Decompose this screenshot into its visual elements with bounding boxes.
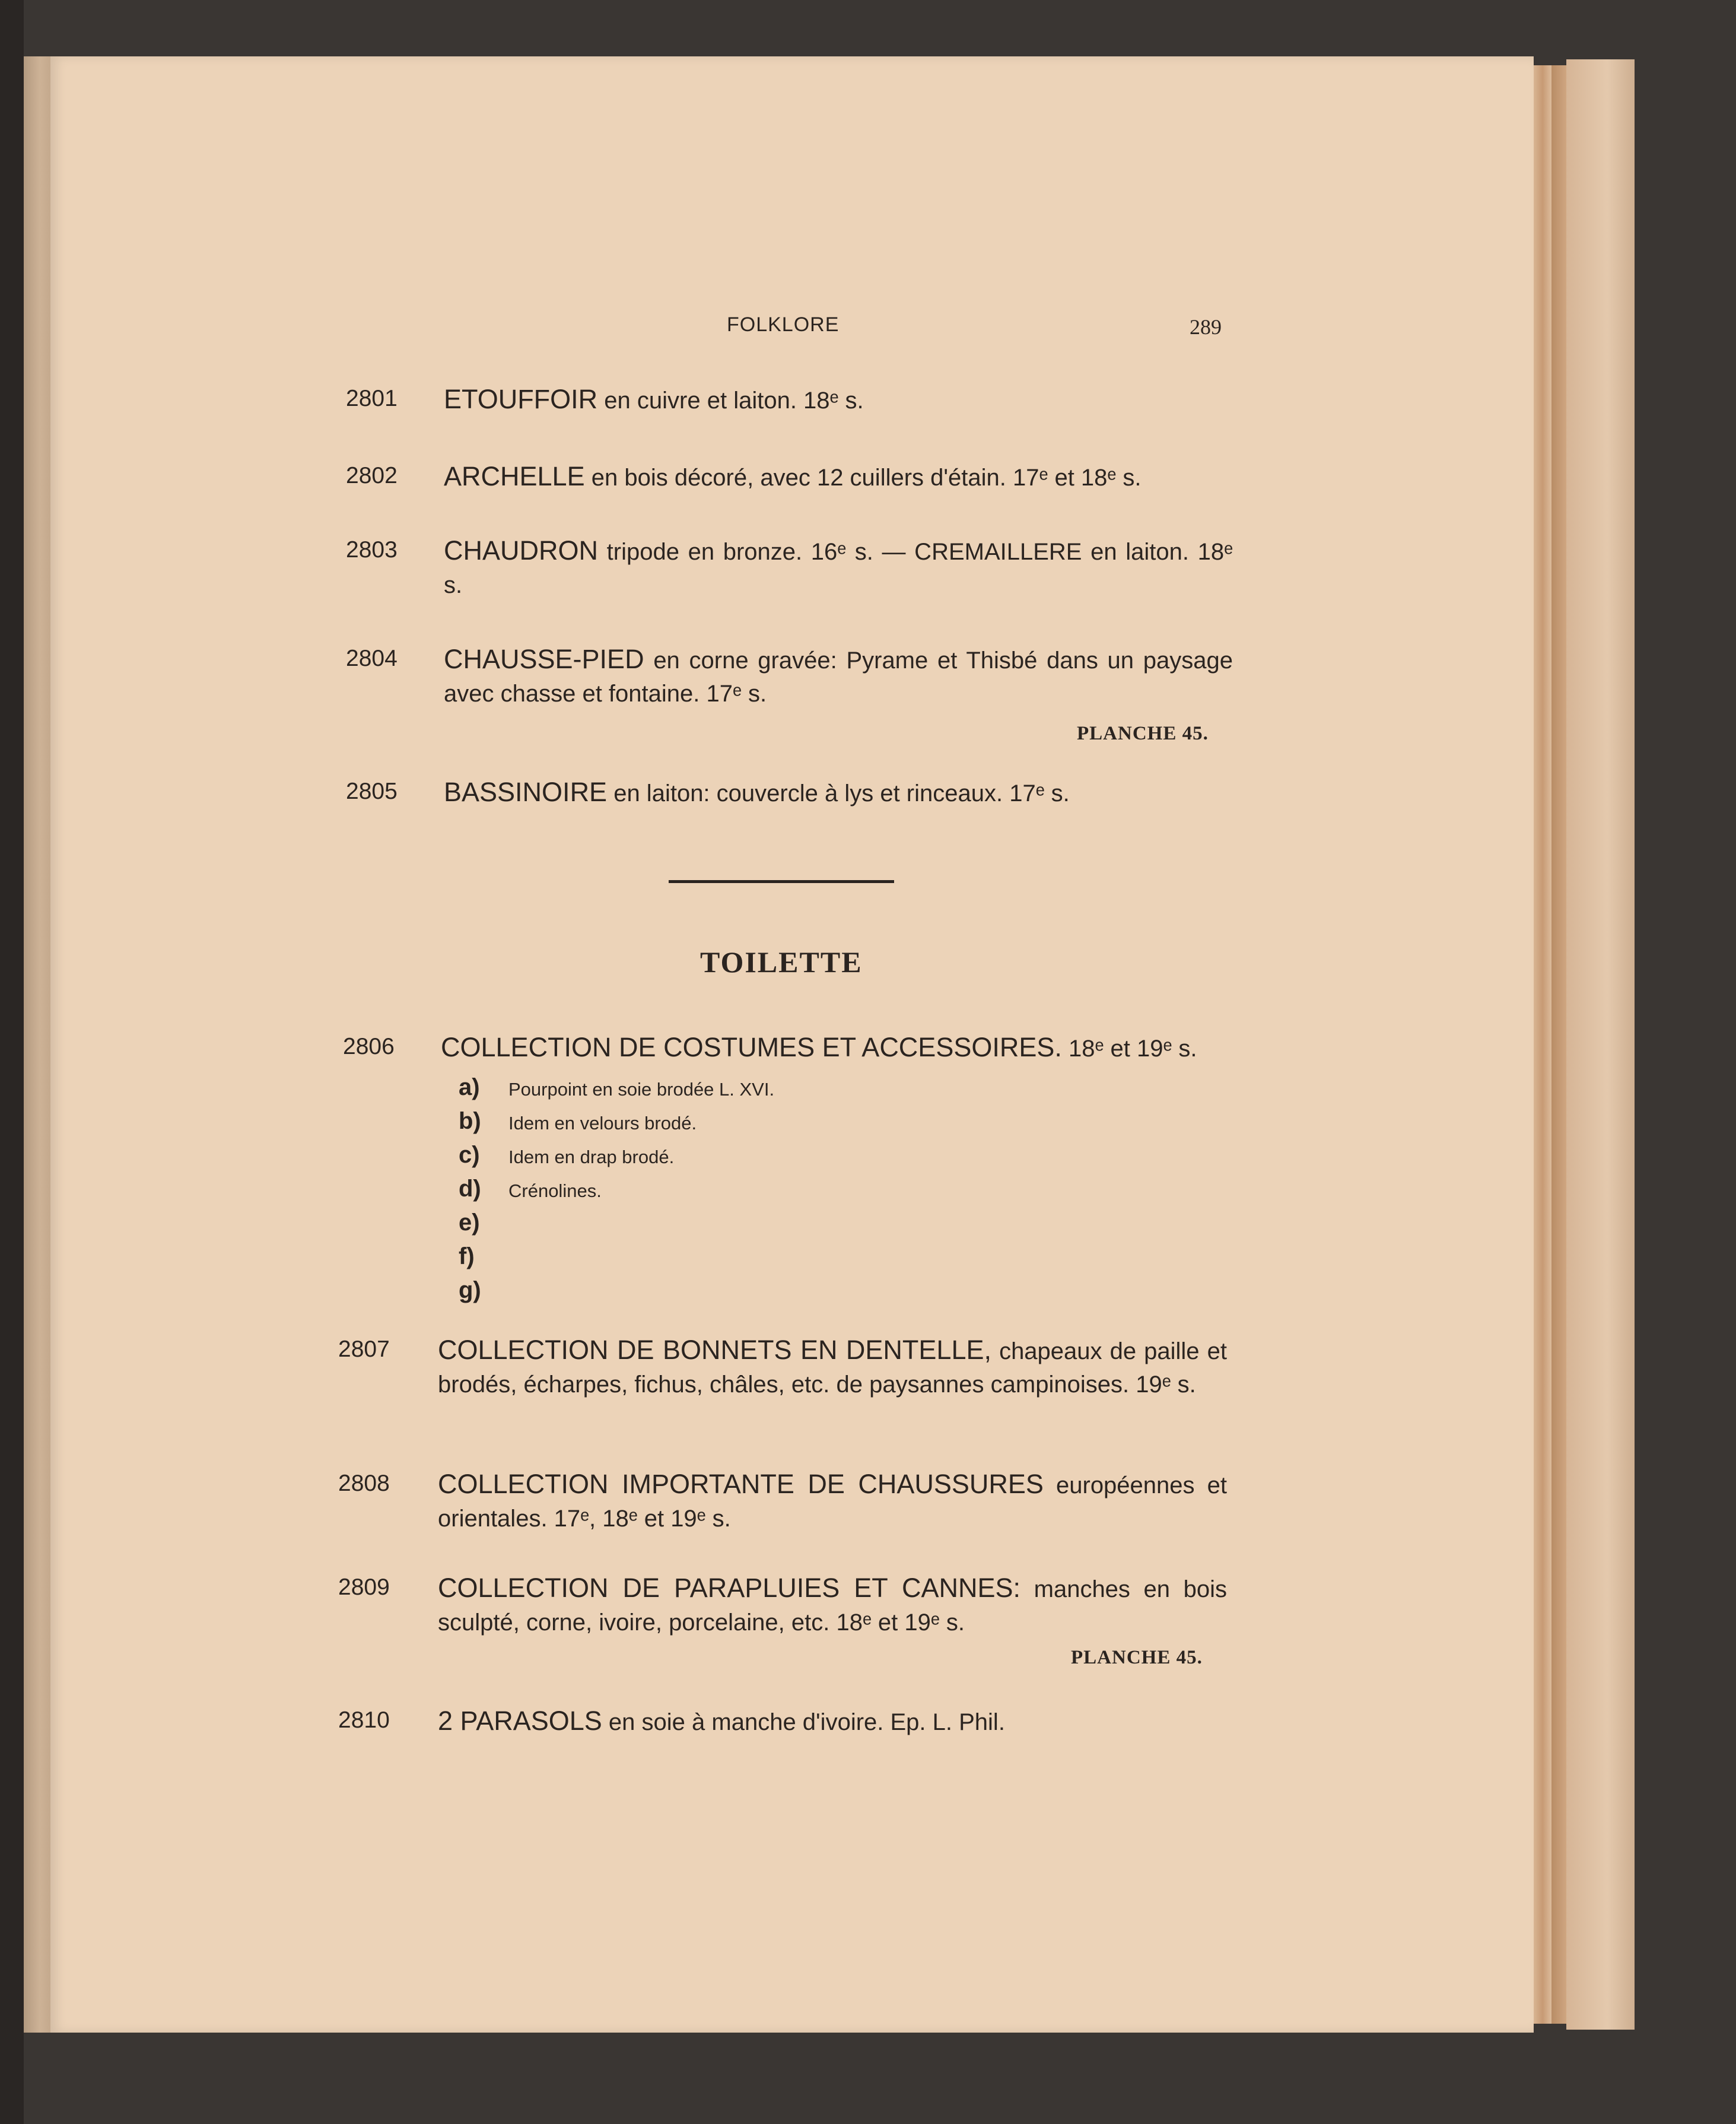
entry-description xyxy=(444,460,1233,494)
entry-detail: en bois décoré, avec 12 cuillers d'étain. 17ᵉ et 18ᵉ s. xyxy=(591,465,1142,491)
entry-detail: 18ᵉ et 19ᵉ s. xyxy=(1069,1036,1197,1062)
book-cover-edge xyxy=(1566,59,1635,2030)
entry-description xyxy=(441,1031,1230,1065)
entry-number: 2808 xyxy=(338,1471,390,1496)
entry-detail: tripode en bronze. 16ᵉ s. — CREMAILLERE en laiton. 18ᵉ s. xyxy=(444,539,1233,598)
entry-number: 2805 xyxy=(346,779,398,804)
section-divider xyxy=(669,880,894,883)
entry-title: ETOUFFOIR xyxy=(444,384,598,414)
sub-item-letter: c) xyxy=(459,1142,480,1168)
entry-detail: chapeaux de paille et brodés, écharpes, fichus, châles, etc. de paysannes campinoises. 19ᵉ s. xyxy=(438,1338,1227,1398)
entry-number: 2807 xyxy=(338,1336,390,1362)
entry-title: ARCHELLE xyxy=(444,461,585,491)
entry-number: 2803 xyxy=(346,537,398,563)
entry-title: 2 PARASOLS xyxy=(438,1706,602,1736)
entry-number: 2802 xyxy=(346,463,398,488)
page-number: 289 xyxy=(1190,315,1222,339)
entry-description xyxy=(438,1571,1227,1639)
entry-number: 2806 xyxy=(343,1034,395,1059)
entry-number: 2801 xyxy=(346,386,398,411)
entry-description xyxy=(438,1704,1227,1739)
entry-title: BASSINOIRE xyxy=(444,777,608,807)
sub-item-letter: b) xyxy=(459,1108,481,1134)
sub-item-text: Idem en velours brodé. xyxy=(508,1113,697,1134)
entry-title: COLLECTION IMPORTANTE DE CHAUSSURES xyxy=(438,1469,1044,1499)
entry-title: COLLECTION DE COSTUMES ET ACCESSOIRES. xyxy=(441,1032,1062,1062)
entry-detail: en cuivre et laiton. 18ᵉ s. xyxy=(604,388,864,414)
entry-number: 2804 xyxy=(346,646,398,671)
entry-detail: en corne gravée: Pyrame et Thisbé dans un paysage avec chasse et fontaine. 17ᵉ s. xyxy=(444,647,1233,707)
sub-item-text: Idem en drap brodé. xyxy=(508,1147,675,1167)
plate-reference: PLANCHE 45. xyxy=(1077,723,1209,744)
page-stack-edge-inner xyxy=(1551,65,1566,2024)
sub-item-letter: f) xyxy=(459,1243,475,1269)
previous-page-edge xyxy=(24,56,50,2033)
entry-title: CHAUDRON xyxy=(444,535,599,566)
entry-title: COLLECTION DE PARAPLUIES ET CANNES: xyxy=(438,1573,1021,1603)
entry-detail: en soie à manche d'ivoire. Ep. L. Phil. xyxy=(608,1709,1005,1735)
sub-item-text: Pourpoint en soie brodée L. XVI. xyxy=(508,1079,775,1100)
entry-title: CHAUSSE-PIED xyxy=(444,644,644,674)
entry-description xyxy=(444,776,1233,810)
sub-item-letter: g) xyxy=(459,1277,481,1303)
section-title: TOILETTE xyxy=(700,945,863,979)
sub-item-letter: d) xyxy=(459,1176,481,1202)
entry-detail: manches en bois sculpté, corne, ivoire, porcelaine, etc. 18ᵉ et 19ᵉ s. xyxy=(438,1576,1227,1636)
running-head: FOLKLORE xyxy=(727,313,840,336)
sub-item-letter: a) xyxy=(459,1074,480,1100)
sub-item-letter: e) xyxy=(459,1209,480,1236)
entry-number: 2810 xyxy=(338,1707,390,1733)
entry-number: 2809 xyxy=(338,1574,390,1600)
page-stack-edge xyxy=(1534,65,1551,2024)
entry-detail: en laiton: couvercle à lys et rinceaux. 17ᵉ s. xyxy=(613,780,1070,807)
entry-description xyxy=(438,1334,1227,1401)
entry-description xyxy=(444,383,1233,417)
background-left xyxy=(0,0,24,2124)
sub-item-text: Crénolines. xyxy=(508,1180,602,1201)
entry-description xyxy=(444,643,1233,710)
plate-reference: PLANCHE 45. xyxy=(1071,1647,1203,1668)
entry-description xyxy=(444,534,1233,602)
entry-detail: européennes et orientales. 17ᵉ, 18ᵉ et 19ᵉ s. xyxy=(438,1472,1227,1532)
entry-description xyxy=(438,1468,1227,1535)
entry-title: COLLECTION DE BONNETS EN DENTELLE, xyxy=(438,1335,991,1365)
